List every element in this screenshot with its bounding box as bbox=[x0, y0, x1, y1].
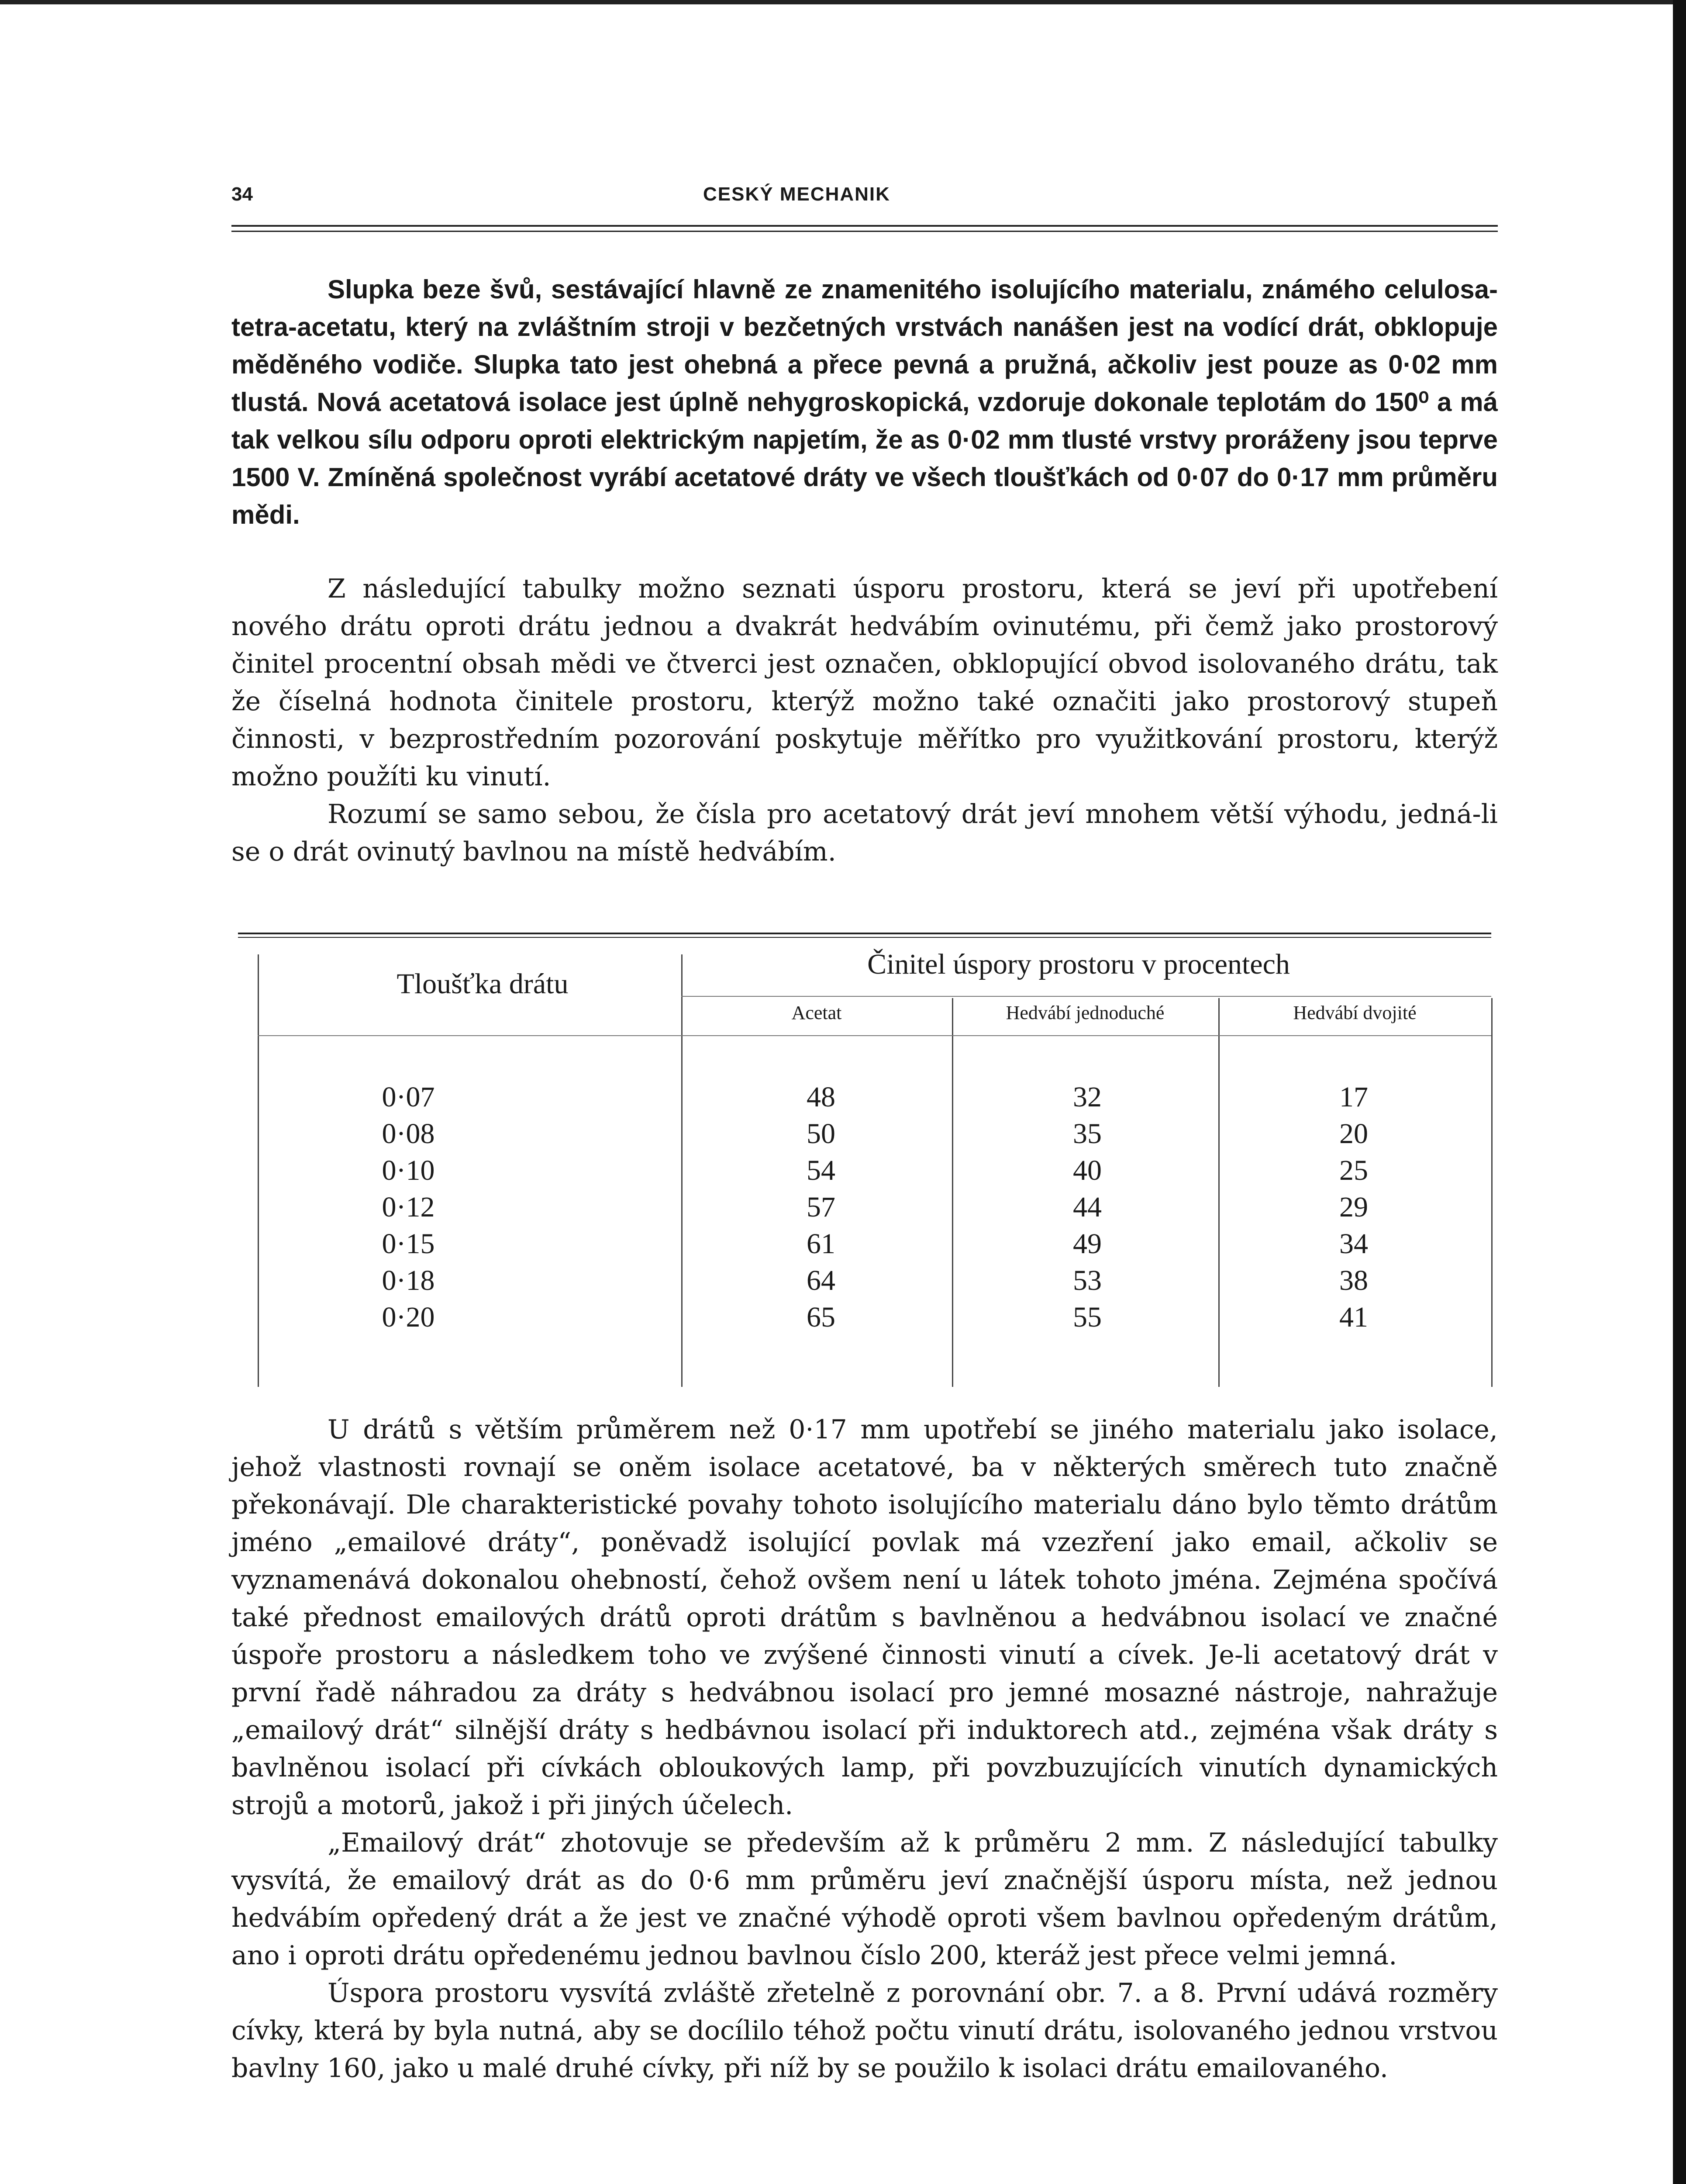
paragraph: U drátů s větším průměrem než 0·17 mm upotřebí se jiného materialu jako isolace, jehož vlastnosti rovnají se oněm isolace acetatové, ba v některých směrech tuto značně překonávají. Dle charakteristické povahy tohoto isolujícího materialu dáno bylo těmto drátům jméno „emailové dráty“, poněvadž isolující povlak má vzezření jako email, ačkoliv se vyznamenává dokonalou ohebností, čehož ovšem není u látek tohoto jména. Zejména spočívá také přednost emailových drátů oproti drátům s bavlněnou a hedvábnou isolací ve značné úspoře prostoru a následkem toho ve zvýšené činnosti vinutí a cívek. Je-li acetatový drát v první řadě náhradou za dráty s hedvábnou isolací pro jemné mosazné nástroje, nahražuje „emailový drát“ silnější dráty s hedbávnou isolací při induktorech atd., zejména však dráty s bavlněnou isolací při cívkách obloukových lamp, při povzbuzujících vinutích dynamických strojů a motorů, jakož i při jiných účelech. bbox=[231, 1414, 1498, 1821]
column-header-acetat: Acetat bbox=[791, 1002, 842, 1023]
paragraph: Úspora prostoru vysvítá zvláště zřetelně z porovnání obr. 7. a 8. První udává rozměry cívky, která by byla nutná, aby se docílilo téhož počtu vinutí drátu, isolovaného jednou vrstvou bavlny 160, jako u malé druhé cívky, při níž by se použilo k isolaci drátu emailovaného. bbox=[231, 1978, 1498, 2084]
table-cell: 32 bbox=[1073, 1081, 1102, 1113]
column-group-header: Činitel úspory prostoru v procentech bbox=[867, 948, 1290, 980]
table-cell: 48 bbox=[807, 1081, 835, 1113]
column-header-silk-single: Hedvábí jednoduché bbox=[1006, 1002, 1165, 1023]
table-cell: 65 bbox=[807, 1301, 835, 1333]
page-header bbox=[231, 183, 1498, 214]
table-cell: 29 bbox=[1339, 1191, 1368, 1223]
table-top-rule bbox=[238, 933, 1491, 938]
column-silk-single bbox=[1044, 1079, 1131, 1336]
column-thickness bbox=[358, 1079, 459, 1336]
table-cell: 41 bbox=[1339, 1301, 1368, 1333]
table-group-rule bbox=[681, 996, 1491, 997]
column-acetat bbox=[777, 1079, 865, 1336]
table-cell: 61 bbox=[807, 1228, 835, 1260]
table-cell: 0·10 bbox=[382, 1154, 435, 1186]
table-cell: 40 bbox=[1073, 1154, 1102, 1186]
table-cell: 55 bbox=[1073, 1301, 1102, 1333]
column-header-silk-double: Hedvábí dvojité bbox=[1293, 1002, 1417, 1023]
paragraph-acetate-insulation bbox=[231, 271, 1498, 534]
table-cell: 38 bbox=[1339, 1265, 1368, 1296]
table-cell: 57 bbox=[807, 1191, 835, 1223]
table-cell: 0·12 bbox=[382, 1191, 435, 1223]
table-cell: 50 bbox=[807, 1118, 835, 1150]
header-rule bbox=[231, 225, 1498, 232]
paragraphs-table-intro bbox=[231, 570, 1498, 871]
paragraph: „Emailový drát“ zhotovuje se především až k průměru 2 mm. Z následující tabulky vysvítá, že emailový drát as do 0·6 mm průměru jeví značnější úsporu místa, než jednou hedvábím opředený drát a že jest ve značné výhodě oproti všem bavlnou opředeným drátům, ano i oproti drátu opředenému jednou bavlnou číslo 200, kteráž jest přece velmi jemná. bbox=[231, 1828, 1498, 1971]
table-cell: 0·20 bbox=[382, 1301, 435, 1333]
column-silk-double bbox=[1310, 1079, 1397, 1336]
paragraph: Rozumí se samo sebou, že čísla pro acetatový drát jeví mnohem větší výhodu, jedná-li se o drát ovinutý bavlnou na místě hedvábím. bbox=[231, 799, 1498, 867]
table-cell: 49 bbox=[1073, 1228, 1102, 1260]
column-header-thickness: Tloušťka drátu bbox=[397, 968, 569, 1000]
table-divider bbox=[952, 998, 953, 1387]
table-right-border bbox=[1491, 998, 1493, 1387]
running-title: CESKÝ MECHANIK bbox=[703, 183, 890, 205]
table-divider bbox=[1218, 998, 1220, 1387]
table-cell: 64 bbox=[807, 1265, 835, 1296]
paragraphs-enamel-wire bbox=[231, 1411, 1498, 2087]
table-cell: 0·15 bbox=[382, 1228, 435, 1260]
table-cell: 17 bbox=[1339, 1081, 1368, 1113]
table-cell: 34 bbox=[1339, 1228, 1368, 1260]
table-left-border bbox=[258, 954, 259, 1387]
table-cell: 54 bbox=[807, 1154, 835, 1186]
table-cell: 25 bbox=[1339, 1154, 1368, 1186]
table-cell: 20 bbox=[1339, 1118, 1368, 1150]
page-number: 34 bbox=[231, 183, 253, 205]
table-cell: 53 bbox=[1073, 1265, 1102, 1296]
space-factor-table bbox=[258, 948, 1493, 1389]
table-cell: 44 bbox=[1073, 1191, 1102, 1223]
paragraph: Z následující tabulky možno seznati úsporu prostoru, která se jeví při upotřebení nového drátu oproti drátu jednou a dvakrát hedvábím ovinutému, při čemž jako prostorový činitel procentní obsah mědi ve čtverci jest označen, obklopující obvod isolovaného drátu, tak že číselná hodnota činitele prostoru, kterýž možno také označiti jako prostorový stupeň činnosti, v bezprostředním pozorování poskytuje měřítko pro využitkování prostoru, kterýž možno použíti ku vinutí. bbox=[231, 574, 1498, 792]
table-cell: 0·18 bbox=[382, 1265, 435, 1296]
table-cell: 35 bbox=[1073, 1118, 1102, 1150]
scan-right-edge bbox=[1673, 0, 1686, 2184]
scan-top-edge bbox=[0, 0, 1686, 4]
table-header-rule bbox=[258, 1035, 1491, 1036]
paragraph: Slupka beze švů, sestávající hlavně ze znamenitého isolujícího materialu, známého celulosa-tetra-acetatu, který na zvláštním stroji v bezčetných vrstvách nanášen jest na vodící drát, obklopuje měděného vodiče. Slupka tato jest ohebná a přece pevná a pružná, ačkoliv jest pouze as 0·02 mm tlustá. Nová acetatová isolace jest úplně nehygroskopická, vzdoruje dokonale teplotám do 150⁰ a má tak velkou sílu odporu oproti elektrickým napjetím, že as 0·02 mm tlusté vrstvy proráženy jsou teprve 1500 V. Zmíněná společnost vyrábí acetatové dráty ve všech tloušťkách od 0·07 do 0·17 mm průměru mědi. bbox=[231, 275, 1498, 529]
table-cell: 0·08 bbox=[382, 1118, 435, 1150]
table-cell: 0·07 bbox=[382, 1081, 435, 1113]
